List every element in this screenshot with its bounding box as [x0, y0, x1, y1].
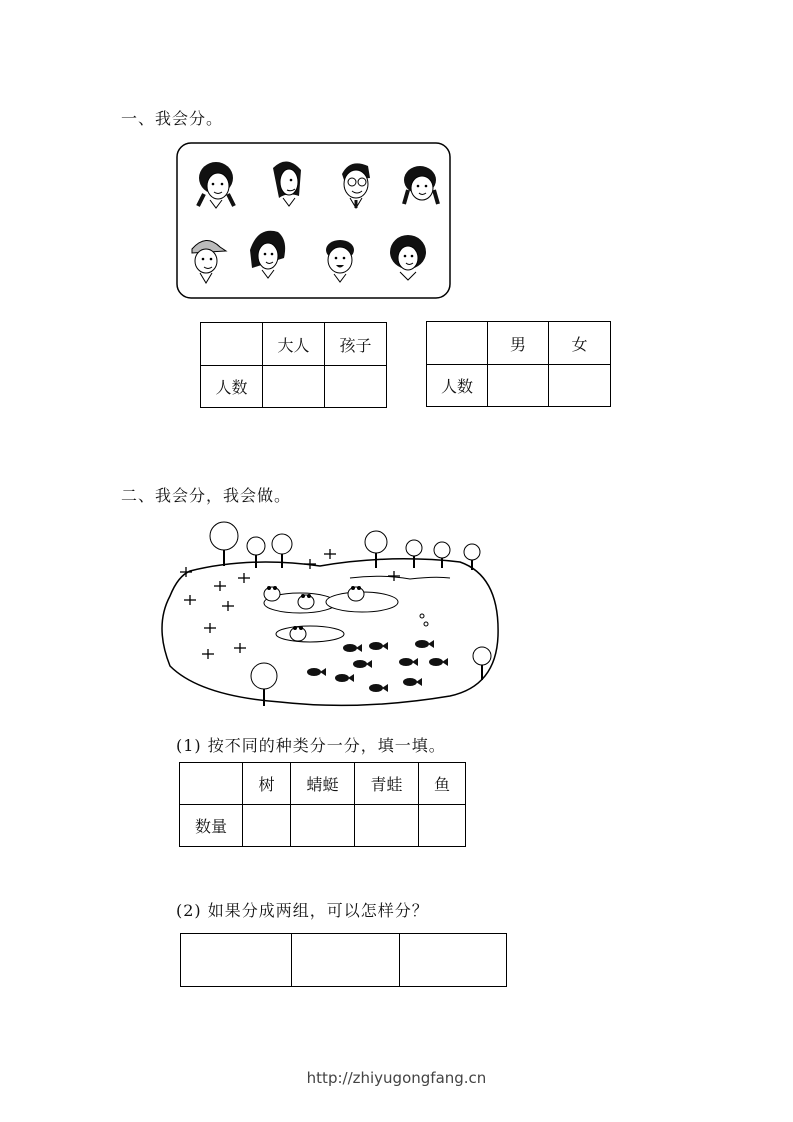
pond-picture — [160, 516, 505, 716]
column-header-female: 女 — [549, 322, 611, 365]
answer-cell[interactable] — [243, 805, 291, 847]
column-header-fish: 鱼 — [419, 763, 466, 805]
section1-title: 一、我会分。 — [121, 109, 224, 128]
faces-picture — [176, 142, 452, 300]
answer-cell[interactable] — [181, 934, 292, 987]
answer-cell[interactable] — [400, 934, 507, 987]
answer-cell[interactable] — [325, 366, 387, 408]
answer-cell[interactable] — [488, 365, 549, 407]
column-header-child: 孩子 — [325, 323, 387, 366]
table-cell — [427, 322, 488, 365]
answer-cell[interactable] — [291, 805, 355, 847]
dragonfly-icon — [324, 549, 336, 559]
column-header-adult: 大人 — [263, 323, 325, 366]
table-male-female — [426, 321, 611, 407]
table-cell — [201, 323, 263, 366]
table-adult-child — [200, 322, 387, 408]
row-label-quantity: 数量 — [180, 805, 243, 847]
answer-cell[interactable] — [549, 365, 611, 407]
table-kinds — [179, 762, 466, 847]
row-label-count: 人数 — [201, 366, 263, 408]
column-header-frog: 青蛙 — [355, 763, 419, 805]
section2-title: 二、我会分，我会做。 — [121, 486, 292, 505]
row-label-count: 人数 — [427, 365, 488, 407]
column-header-tree: 树 — [243, 763, 291, 805]
footer-url[interactable]: http://zhiyugongfang.cn — [306, 1069, 487, 1087]
answer-cell[interactable] — [419, 805, 466, 847]
tree-icon — [210, 522, 238, 566]
question-1: (1) 按不同的种类分一分，填一填。 — [176, 736, 446, 755]
answer-cell[interactable] — [292, 934, 400, 987]
column-header-dragonfly: 蜻蜓 — [291, 763, 355, 805]
question-2: (2) 如果分成两组，可以怎样分？ — [176, 901, 429, 920]
answer-cell[interactable] — [263, 366, 325, 408]
table-cell — [180, 763, 243, 805]
answer-cell[interactable] — [355, 805, 419, 847]
column-header-male: 男 — [488, 322, 549, 365]
table-two-groups — [180, 933, 507, 987]
